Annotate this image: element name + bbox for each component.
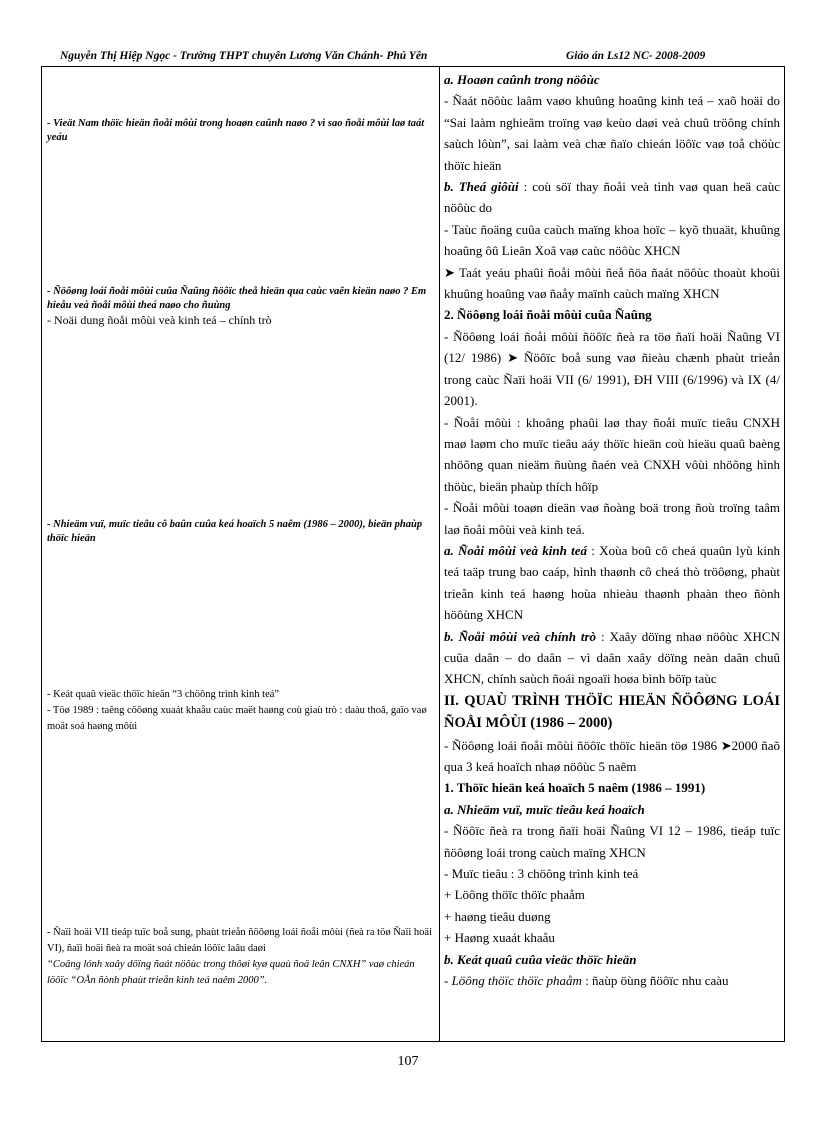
heading-1: 1. Thöïc hieän keá hoaïch 5 naêm (1986 – 1991) bbox=[444, 780, 706, 796]
paragraph-inline: : coù söï thay ñoåi veà tình vaø quan heä caùc nöôùc do bbox=[444, 179, 780, 216]
result-label: - Löông thöïc thöïc phaåm bbox=[444, 973, 582, 989]
heading-a3: a. Nhieäm vuï, muïc tieâu keá hoaïch bbox=[444, 801, 645, 817]
question-subtext: - Noäi dung ñoåi môùi veà kinh teá – chính trò bbox=[47, 313, 272, 327]
heading-2: 2. Ñöôøng loái ñoåi môùi cuûa Ñaûng bbox=[444, 307, 652, 323]
paragraph: - Ñoåi môùi : khoâng phaûi laø thay ñoåi muïc tieâu CNXH maø laøm cho muïc tieâu aáy thöïc hieän coù hieäu quaû baèng nhöõng quan nieäm ñuùng ñaén veà CNXH vôùi nhöõng hình thöùc, bieän phaùp thích hôïp bbox=[444, 414, 780, 494]
list-item: + haøng tieâu duøng bbox=[444, 908, 551, 924]
paragraph-inline: : Xaây döïng nhaø nöôùc XHCN cuûa daân – do daân – vì daân xaây döïng neàn daân chuû XHCN, chính saùch ñoái ngoaïi hoøa bình böïp taùc bbox=[444, 628, 780, 687]
note-text: - Ñaïi hoäi VII tieáp tuïc boå sung, phaùt trieån ñöôøng loái ñoåi môùi (ñeà ra töø Ñaïi hoäi VI), ñaïi hoäi ñeà ra moät soá chieán löôïc laâu daøi bbox=[47, 927, 432, 954]
question-text: - Vieät Nam thöïc hieän ñoåi môùi trong hoaøn caûnh naøo ? vì sao ñoåi môùi laø taát yeáu bbox=[47, 118, 425, 143]
note-text: - Töø 1989 : taêng cöôøng xuaát khaåu caùc maët haøng coù giaù trò : daàu thoâ, gaïo vaø moät soá haøng môùi bbox=[47, 705, 427, 732]
paragraph: - Ñöôïc ñeà ra trong ñaïi hoäi Ñaûng VI 12 – 1986, tieáp tuïc ñöôøng loái trong caùch maïng XHCN bbox=[444, 823, 780, 860]
content-column bbox=[444, 69, 780, 991]
header-author: Nguyễn Thị Hiệp Ngọc - Trường THPT chuyên Lương Văn Chánh- Phú Yên bbox=[60, 50, 428, 62]
note-text: “Coâng lónh xaây döïng ñaát nöôùc trong thôøi kyø quaù ñoä leân CNXH” vaø chieán löôïc “OÅn ñònh phaùt trieån kinh teá naêm 2000”. bbox=[47, 959, 415, 986]
page-number: 107 bbox=[397, 1054, 419, 1069]
question-tasks bbox=[47, 518, 435, 546]
note-text: - Keát quaû vieäc thöïc hieän “3 chöông trình kinh teá” bbox=[47, 689, 280, 700]
question-text: - Nhieäm vuï, muïc tieâu cô baûn cuûa keá hoaïch 5 naêm (1986 – 2000), bieän phaùp thöïc hieän bbox=[47, 519, 423, 544]
list-item: + Haøng xuaát khaåu bbox=[444, 930, 555, 946]
paragraph: - Ñoåi môùi toaøn dieän vaø ñoàng boä trong ñoù troïng taâm laø ñoåi môùi veà kinh teá. bbox=[444, 500, 780, 537]
question-context bbox=[47, 117, 435, 145]
heading-b3: b. Keát quaû cuûa vieäc thöïc hieän bbox=[444, 951, 637, 967]
question-policy bbox=[47, 285, 435, 328]
lesson-table bbox=[41, 66, 785, 1042]
paragraph-inline: : Xoùa boû cô cheá quaûn lyù kinh teá taäp trung bao caáp, hình thaønh cô cheá thò tröôøng, phaùt trieån kinh teá haøng hoùa nhieàu thaønh phaàn theo ñònh höôùng XHCN bbox=[444, 542, 780, 623]
paragraph: - Taùc ñoäng cuûa caùch maïng khoa hoïc – kyõ thuaät, khuûng hoaûng ôû Lieân Xoâ vaø caùc nöôùc XHCN bbox=[444, 221, 780, 259]
heading-b2: b. Ñoåi môùi veà chính trò bbox=[444, 628, 597, 644]
notes-congress bbox=[47, 925, 435, 989]
heading-a1: a. Hoaøn caûnh trong nöôùc bbox=[444, 72, 600, 87]
column-divider bbox=[439, 67, 440, 1041]
header-course: Giáo án Ls12 NC- 2008-2009 bbox=[566, 50, 706, 62]
paragraph: - Ñaát nöôùc laâm vaøo khuûng hoaûng kinh teá – xaõ hoäi do “Sai laàm nghieâm troïng vaø keùo daøi veà chuû tröông chính saùch lôùn”, sai laàm veà chæ ñaïo chieán löôïc vaø toå chöùc thöïc hieän bbox=[444, 93, 780, 173]
paragraph-inline: : ñaùp öùng ñöôïc nhu caàu bbox=[581, 973, 729, 989]
heading-a2: a. Ñoåi môùi veà kinh teá bbox=[444, 542, 588, 558]
paragraph: ➤ Taát yeáu phaûi ñoåi môùi ñeå ñöa ñaát nöôùc thoaùt khoûi khuûng hoaûng vaø ñaåy maïnh caùch maïng XHCN bbox=[444, 264, 780, 302]
heading-II: II. QUAÙ TRÌNH THÖÏC HIEÄN ÑÖÔØNG LOÁI ÑOÅI MÔÙI (1986 – 2000) bbox=[444, 692, 780, 732]
paragraph: - Muïc tieâu : 3 chöông trình kinh teá bbox=[444, 866, 639, 882]
question-text: - Ñöôøng loái ñoåi môùi cuûa Ñaûng ñöôïc theå hieän qua caùc vaên kieän naøo ? Em hieåu veà ñoåi môùi theá naøo cho ñuùng bbox=[47, 286, 427, 311]
paragraph: - Ñöôøng loái ñoåi môùi ñöôïc ñeà ra töø ñaïi hoäi Ñaûng VI (12/ 1986) ➤ Ñöôïc boå sung vaø ñieàu chænh phaùt trieån trong caùc Ñaïi hoäi VII (6/ 1991), ĐH VIII (6/1996) và IX (4/ 2001). bbox=[444, 328, 780, 409]
page-header bbox=[60, 50, 760, 66]
notes-results bbox=[47, 687, 435, 735]
list-item: + Löông thöïc thöïc phaåm bbox=[444, 887, 585, 903]
heading-b1: b. Theá giôùi bbox=[444, 179, 519, 195]
paragraph: - Ñöôøng loái ñoåi môùi ñöôïc thöïc hieän töø 1986 ➤2000 ñaõ qua 3 keá hoaïch nhaø nöôùc 5 naêm bbox=[444, 737, 780, 774]
